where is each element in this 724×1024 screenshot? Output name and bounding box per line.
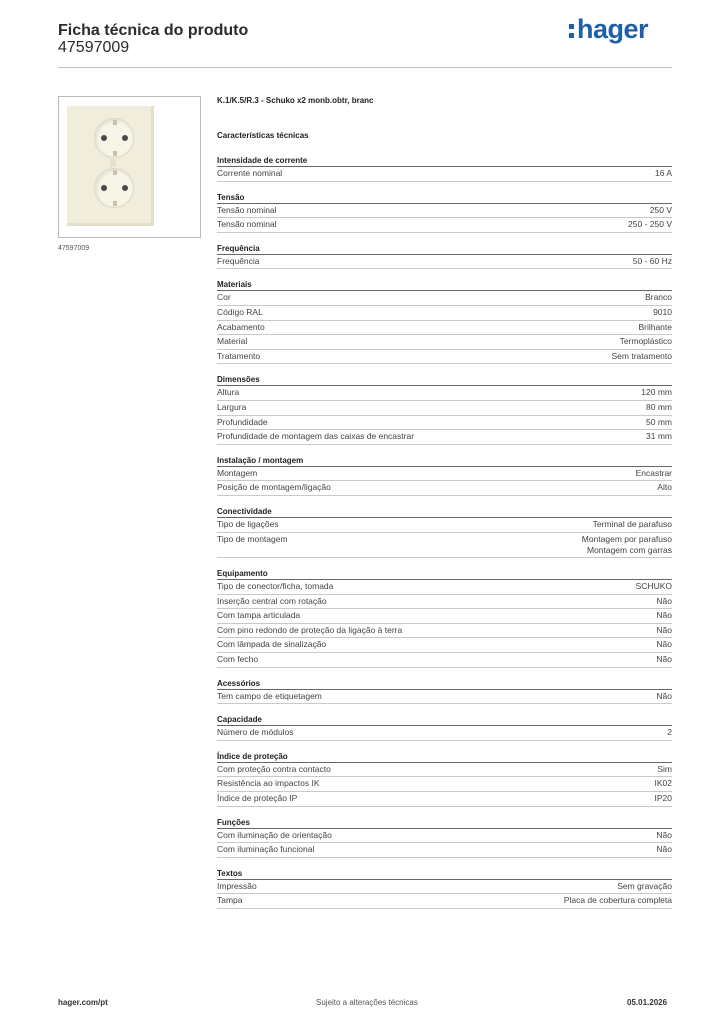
spec-row	[217, 430, 672, 445]
spec-row	[217, 880, 672, 895]
logo-colon-mark	[568, 21, 576, 39]
section-title: Características técnicas	[217, 131, 309, 140]
spec-group	[217, 678, 672, 705]
spec-row	[217, 609, 672, 624]
spec-value-line: Termoplástico	[619, 336, 672, 347]
spec-value-line: 120 mm	[641, 387, 672, 398]
spec-row	[217, 763, 672, 778]
spec-label: Com lâmpada de sinalização	[217, 639, 327, 650]
spec-group-title: Equipamento	[217, 568, 672, 580]
spec-value	[645, 292, 672, 303]
spec-label: Resistência ao impactos IK	[217, 778, 320, 789]
spec-group	[217, 568, 672, 668]
spec-value	[657, 482, 672, 493]
spec-value-line: Brilhante	[638, 321, 672, 332]
spec-value-line: SCHUKO	[635, 581, 672, 592]
spec-value-line: Não	[656, 610, 672, 621]
spec-value-line: 80 mm	[646, 401, 672, 412]
spec-row	[217, 638, 672, 653]
spec-group	[217, 751, 672, 807]
spec-value	[646, 431, 672, 442]
spec-value-line: Encastrar	[635, 467, 672, 478]
image-caption: 47597009	[58, 245, 90, 252]
spec-row	[217, 894, 672, 909]
spec-row	[217, 792, 672, 807]
spec-value	[582, 534, 672, 556]
spec-row	[217, 218, 672, 233]
spec-label: Corrente nominal	[217, 168, 283, 178]
spec-row	[217, 690, 672, 705]
spec-label: Com pino redondo de proteção da ligação à terra	[217, 624, 403, 635]
spec-label: Largura	[217, 401, 247, 412]
spec-value-line: Não	[656, 690, 672, 701]
spec-value	[656, 830, 672, 841]
spec-value	[612, 351, 672, 362]
spec-row	[217, 533, 672, 559]
spec-group-title: Materiais	[217, 279, 672, 291]
spec-label: Acabamento	[217, 321, 265, 332]
spec-row	[217, 624, 672, 639]
spec-value	[593, 519, 672, 530]
spec-label: Profundidade	[217, 416, 268, 427]
spec-value	[655, 168, 672, 179]
spec-row	[217, 386, 672, 401]
spec-value-line: 250 V	[649, 204, 672, 215]
footer-website: hager.com/pt	[58, 998, 108, 1007]
spec-value	[636, 468, 672, 479]
spec-value	[656, 691, 672, 702]
spec-row	[217, 167, 672, 182]
spec-group	[217, 374, 672, 444]
spec-label: Tipo de ligações	[217, 518, 279, 529]
spec-value	[636, 581, 672, 592]
spec-value-line: Não	[656, 624, 672, 635]
product-image	[58, 96, 201, 238]
spec-label: Tipo de conector/ficha, tomada	[217, 581, 334, 592]
spec-value	[617, 881, 672, 892]
spec-table	[217, 155, 672, 919]
spec-label: Frequência	[217, 255, 260, 266]
spec-label: Tensão nominal	[217, 219, 277, 230]
spec-row	[217, 467, 672, 482]
spec-row	[217, 726, 672, 741]
spec-row	[217, 829, 672, 844]
spec-row	[217, 204, 672, 219]
spec-value	[646, 417, 672, 428]
spec-label: Número de módulos	[217, 727, 294, 738]
spec-label: Tipo de montagem	[217, 533, 288, 544]
spec-label: Com fecho	[217, 654, 259, 665]
spec-value-line: 250 - 250 V	[628, 219, 672, 230]
header-divider	[58, 67, 672, 68]
spec-group	[217, 455, 672, 496]
spec-value-line: Não	[656, 844, 672, 855]
spec-row	[217, 481, 672, 496]
spec-value-line: 16 A	[654, 168, 672, 178]
spec-value-line: Montagem com garras	[586, 544, 672, 555]
footer-notice: Sujeito a alterações técnicas	[316, 998, 418, 1007]
spec-value	[564, 895, 672, 906]
spec-value-line: 31 mm	[646, 431, 672, 442]
spec-group	[217, 243, 672, 270]
spec-row	[217, 595, 672, 610]
spec-value	[650, 205, 672, 216]
spec-label: Com tampa articulada	[217, 610, 301, 621]
spec-row	[217, 777, 672, 792]
logo-text: hager	[577, 14, 649, 44]
spec-group-title: Instalação / montagem	[217, 455, 672, 467]
spec-row	[217, 335, 672, 350]
spec-value-line: Placa de cobertura completa	[563, 895, 672, 906]
spec-value	[628, 219, 672, 230]
spec-value-line: Não	[656, 639, 672, 650]
spec-value	[646, 402, 672, 413]
spec-group-title: Textos	[217, 868, 672, 880]
spec-value-line: Sem tratamento	[611, 350, 672, 361]
spec-value-line: IK02	[654, 778, 672, 789]
spec-value-line: Terminal de parafuso	[592, 518, 672, 529]
page-title: Ficha técnica do produto	[58, 22, 249, 39]
spec-label: Montagem	[217, 467, 258, 478]
spec-label: Tem campo de etiquetagem	[217, 690, 322, 701]
spec-row	[217, 653, 672, 668]
spec-group-title: Índice de proteção	[217, 751, 672, 763]
spec-value-line: Alto	[657, 482, 672, 493]
spec-group-title: Frequência	[217, 243, 672, 255]
spec-label: Código RAL	[217, 306, 263, 317]
spec-value	[656, 596, 672, 607]
spec-group-title: Funções	[217, 817, 672, 829]
spec-row	[217, 843, 672, 858]
spec-label: Impressão	[217, 880, 257, 891]
spec-label: Posição de montagem/ligação	[217, 482, 331, 493]
spec-value-line: 2	[667, 727, 672, 738]
spec-group-title: Intensidade de corrente	[217, 155, 672, 167]
spec-group	[217, 714, 672, 741]
spec-value-line: 9010	[653, 306, 672, 317]
spec-row	[217, 416, 672, 431]
spec-label: Índice de proteção IP	[217, 793, 298, 804]
spec-value-line: IP20	[654, 793, 672, 804]
product-code: 47597009	[58, 39, 130, 56]
spec-value	[656, 610, 672, 621]
spec-row	[217, 401, 672, 416]
spec-value-line: Não	[656, 595, 672, 606]
spec-row	[217, 321, 672, 336]
spec-value-line: Não	[656, 654, 672, 665]
spec-value-line: 50 - 60 Hz	[632, 255, 672, 266]
hager-logo	[568, 14, 648, 45]
spec-row	[217, 255, 672, 270]
spec-value	[656, 625, 672, 636]
footer-date: 05.01.2026	[627, 998, 668, 1007]
spec-value-line: Não	[656, 829, 672, 840]
spec-value	[633, 256, 672, 267]
spec-value	[667, 727, 672, 738]
spec-row	[217, 291, 672, 306]
spec-label: Profundidade de montagem das caixas de encastrar	[217, 431, 415, 442]
spec-group-title: Tensão	[217, 192, 672, 204]
spec-group	[217, 279, 672, 364]
spec-label: Com iluminação de orientação	[217, 829, 332, 840]
spec-group-title: Acessórios	[217, 678, 672, 690]
spec-label: Cor	[217, 292, 231, 303]
spec-label: Tratamento	[217, 350, 261, 361]
spec-group	[217, 155, 672, 182]
spec-group	[217, 506, 672, 558]
spec-group	[217, 868, 672, 909]
spec-value	[657, 764, 672, 775]
spec-value-line: Branco	[645, 292, 672, 303]
spec-value	[655, 778, 673, 789]
spec-group	[217, 192, 672, 233]
spec-value-line: Sim	[657, 763, 672, 774]
spec-row	[217, 518, 672, 533]
spec-group-title: Conectividade	[217, 506, 672, 518]
spec-row	[217, 580, 672, 595]
spec-value	[656, 844, 672, 855]
spec-group-title: Dimensões	[217, 374, 672, 386]
spec-value	[641, 387, 672, 398]
spec-label: Material	[217, 336, 248, 347]
spec-value	[653, 307, 672, 318]
spec-value-line: 50 mm	[646, 416, 672, 427]
spec-label: Tampa	[217, 895, 243, 906]
socket-plate-icon	[67, 106, 154, 226]
spec-label: Com iluminação funcional	[217, 844, 315, 855]
spec-label: Tensão nominal	[217, 204, 277, 215]
product-name: K.1/K.5/R.3 - Schuko x2 monb.obtr, branc	[217, 96, 374, 105]
spec-group	[217, 817, 672, 858]
spec-label: Com proteção contra contacto	[217, 763, 331, 774]
spec-label: Inserção central com rotação	[217, 595, 327, 606]
spec-row	[217, 350, 672, 365]
socket-outlet-icon	[94, 168, 134, 208]
spec-value	[638, 322, 672, 333]
spec-label: Altura	[217, 387, 240, 398]
socket-outlet-icon	[94, 118, 134, 158]
spec-value	[620, 336, 672, 347]
spec-value-line: Montagem por parafuso	[581, 533, 672, 544]
spec-value	[655, 793, 673, 804]
spec-row	[217, 306, 672, 321]
spec-value	[656, 639, 672, 650]
spec-value	[656, 654, 672, 665]
spec-value-line: Sem gravação	[617, 880, 672, 891]
spec-group-title: Capacidade	[217, 714, 672, 726]
